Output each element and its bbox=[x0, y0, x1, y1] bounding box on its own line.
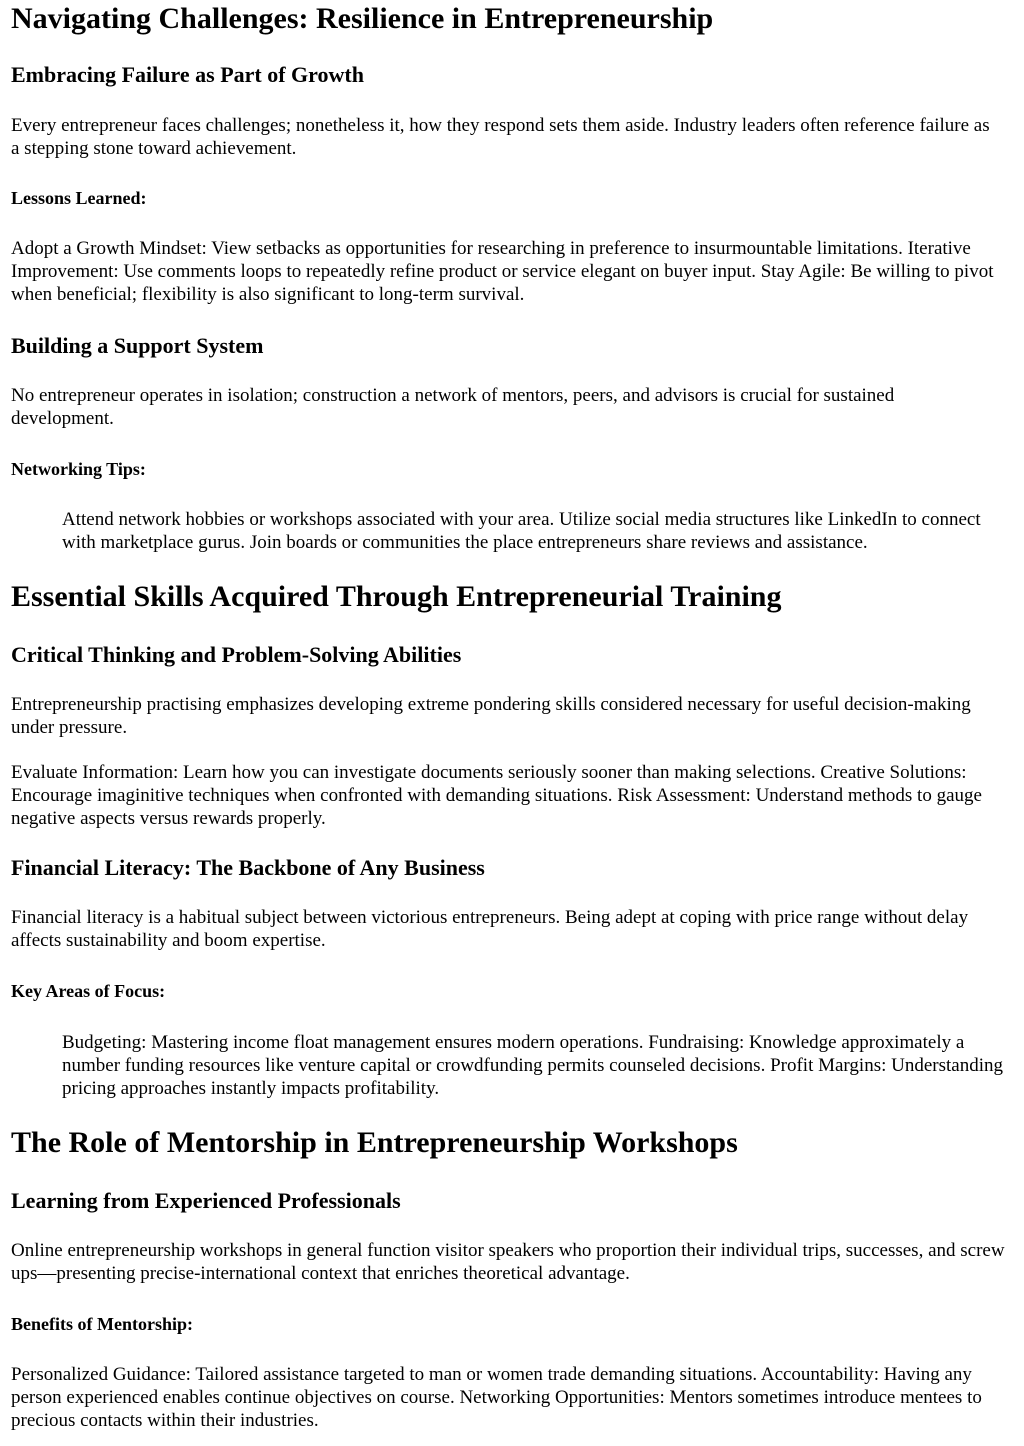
list-heading: Networking Tips: bbox=[11, 459, 146, 479]
paragraph: Financial literacy is a habitual subject between victorious entrepreneurs. Being adept at coping with price range without delay affects sustainability and boom expertise. bbox=[11, 907, 969, 951]
list-heading: Key Areas of Focus: bbox=[11, 981, 166, 1001]
subsection-heading: Embracing Failure as Part of Growth bbox=[11, 62, 364, 87]
paragraph: Online entrepreneurship workshops in general function visitor speakers who proportion their individual trips, successes, and screw ups—presenting precise-international context that enriches theoretical advantage. bbox=[11, 1240, 1005, 1284]
subsection-heading: Critical Thinking and Problem-Solving Abilities bbox=[11, 642, 462, 667]
subsection-heading: Financial Literacy: The Backbone of Any Business bbox=[11, 855, 485, 880]
subsection-heading: Building a Support System bbox=[11, 333, 264, 358]
paragraph: Evaluate Information: Learn how you can investigate documents seriously sooner than making selections. Creative Solutions: Encourage imaginitive techniques when confronted with demanding situations. Risk Assessment: Understand methods to gauge negative aspects versus rewards properly. bbox=[11, 762, 982, 829]
indented-paragraph: Attend network hobbies or workshops associated with your area. Utilize social media structures like LinkedIn to connect with marketplace gurus. Join boards or communities the place entrepreneurs share reviews and assistance. bbox=[62, 509, 981, 553]
paragraph: Personalized Guidance: Tailored assistance targeted to man or women trade demanding situations. Accountability: Having any person experienced enables continue objectives on course. Networking Opportunities: Mentors sometimes introduce mentees to precious contacts within their industries. bbox=[11, 1364, 982, 1431]
indented-paragraph: Budgeting: Mastering income float management ensures modern operations. Fundraising: Knowledge approximately a number funding resources like venture capital or crowdfunding permits counseled decisions. Profit Margins: Understanding pricing approaches instantly impacts profitability. bbox=[62, 1032, 1003, 1099]
paragraph: Adopt a Growth Mindset: View setbacks as opportunities for researching in preference to insurmountable limitations. Iterative Improvement: Use comments loops to repeatedly refine product or service elegant on buyer input. Stay Agile: Be willing to pivot when beneficial; flexibility is also significant to long-term survival. bbox=[11, 238, 994, 305]
list-heading: Lessons Learned: bbox=[11, 188, 147, 208]
list-heading: Benefits of Mentorship: bbox=[11, 1314, 193, 1334]
section-heading: The Role of Mentorship in Entrepreneurship Workshops bbox=[11, 1126, 738, 1159]
paragraph: Every entrepreneur faces challenges; nonetheless it, how they respond sets them aside. Industry leaders often reference failure as a stepping stone toward achievement. bbox=[11, 115, 990, 159]
section-heading: Navigating Challenges: Resilience in Entrepreneurship bbox=[11, 2, 714, 35]
section-heading: Essential Skills Acquired Through Entrepreneurial Training bbox=[11, 580, 782, 613]
subsection-heading: Learning from Experienced Professionals bbox=[11, 1188, 401, 1213]
paragraph: No entrepreneur operates in isolation; construction a network of mentors, peers, and advisors is crucial for sustained development. bbox=[11, 385, 895, 429]
paragraph: Entrepreneurship practising emphasizes developing extreme pondering skills considered necessary for useful decision-making under pressure. bbox=[11, 694, 971, 738]
